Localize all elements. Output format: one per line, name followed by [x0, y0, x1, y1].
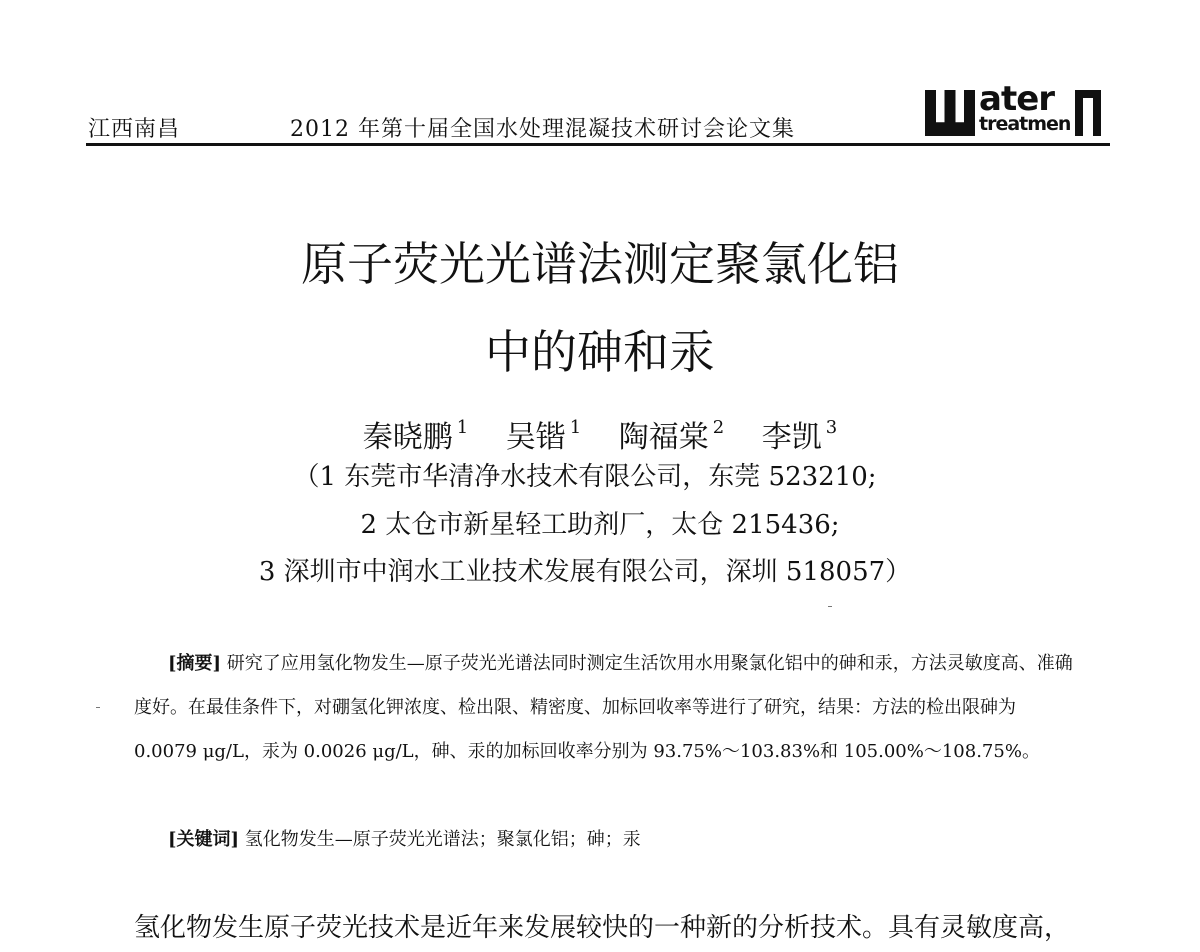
logo-word-bottom: treatmen	[979, 113, 1071, 135]
affiliation-1: （1 东莞市华清净水技术有限公司，东莞 523210;	[293, 462, 877, 492]
logo-word-top: ater	[979, 79, 1055, 119]
author: 李凯 $^3$	[761, 417, 838, 455]
water-treatment-logo	[925, 79, 1101, 138]
body-paragraph-start: 氢化物发生原子荧光技术是近年来发展较快的一种新的分析技术。具有灵敏度高，	[134, 913, 1071, 943]
author: 陶福棠 $^2$	[618, 417, 725, 455]
author-affiliation-mark: 1	[456, 417, 469, 438]
paper-title-line-1: 原子荧光光谱法测定聚氯化铝	[301, 237, 899, 291]
author-affiliation-mark: 2	[712, 417, 725, 438]
keywords-label: [关键词]	[168, 829, 240, 850]
header-proceedings-title: 2012 年第十届全国水处理混凝技术研讨会论文集	[290, 117, 795, 142]
author: 秦晓鹏 $^1$	[362, 417, 469, 455]
affiliation-3: 3 深圳市中润水工业技术发展有限公司，深圳 518057）	[258, 557, 912, 587]
abstract-label: [摘要]	[168, 653, 222, 674]
logo-w-mark	[925, 90, 975, 136]
keywords	[168, 826, 641, 854]
author-list	[0, 408, 1200, 458]
affiliation-2: 2 太仓市新星轻工助剂厂，太仓 215436;	[360, 510, 840, 540]
header-rule	[86, 143, 1110, 146]
scan-speck	[828, 606, 832, 607]
author-affiliation-mark: 1	[569, 417, 582, 438]
abstract-paragraph	[134, 642, 1074, 774]
paper-title-line-2: 中的砷和汞	[485, 325, 715, 379]
author: 吴锴 $^1$	[505, 417, 582, 455]
keywords-text: 氢化物发生—原子荧光光谱法；聚氯化铝；砷；汞	[244, 829, 641, 850]
logo-t-mark	[1075, 90, 1101, 136]
scan-speck	[96, 707, 100, 708]
author-affiliation-mark: 3	[825, 417, 838, 438]
abstract	[134, 642, 1074, 774]
header-location: 江西南昌	[88, 117, 181, 142]
abstract-text: 研究了应用氢化物发生—原子荧光光谱法同时测定生活饮用水用聚氯化铝中的砷和汞，方法灵敏度高、准确度好。在最佳条件下，对硼氢化钾浓度、检出限、精密度、加标回收率等进行了研究，结果：方法的检出限砷为 0.0079 μg/L，汞为 0.0026 μg/L，砷、汞的加标回收率分别为 93.75%～103.83%和 105.00%～108.75%。	[134, 653, 1073, 762]
